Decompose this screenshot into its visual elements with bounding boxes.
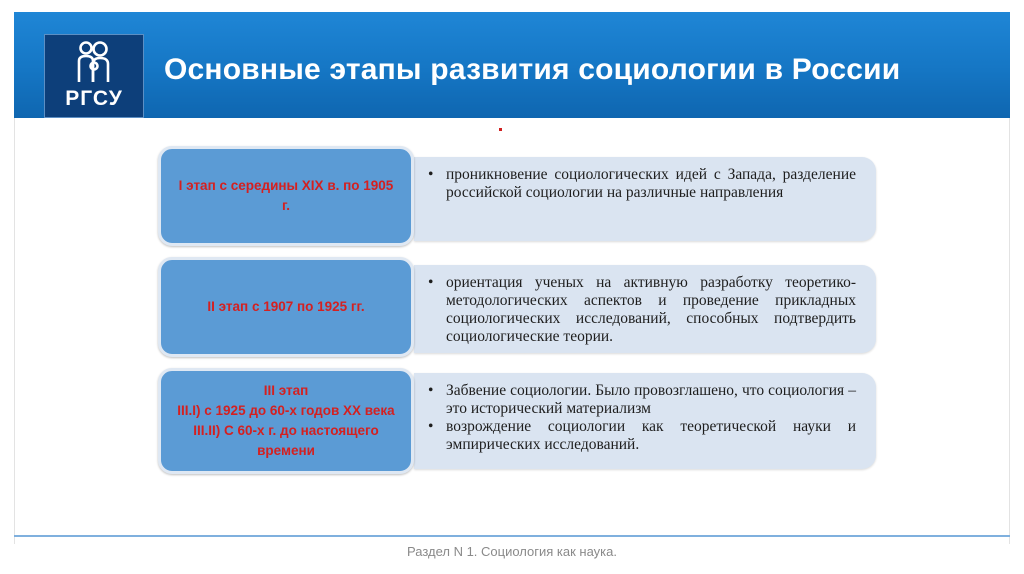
stage-3-label-line-1: III этап	[263, 383, 309, 398]
stage-1-bullet: • проникновение социологических идей с Запада, разделение российской социологии на различные направления	[426, 166, 856, 202]
logo-text: РГСУ	[65, 87, 123, 110]
stages-diagram	[142, 131, 899, 501]
rgsu-logo	[44, 34, 144, 118]
footer-divider	[14, 535, 1010, 537]
stage-3-label-line-3: III.II) С 60-х г. до настоящего времени	[193, 423, 379, 458]
stage-3-bullet-2: • возрождение социологии как теоретической науки и эмпирических исследований.	[426, 418, 856, 454]
stage-3-description	[414, 373, 876, 469]
people-logo-icon	[73, 40, 115, 86]
stage-3-label-line-2: III.I) с 1925 до 60-х годов XX века	[177, 403, 395, 418]
stage-1-label-line-1: I этап с середины XIX в. по 1905	[178, 178, 394, 193]
stage-1-label-line-2: г.	[281, 198, 291, 213]
stage-3-bullet-1: • Забвение социологии. Было провозглашено, что социология – это исторический материализм	[426, 382, 856, 418]
stage-2-bullet: • ориентация ученых на активную разработку теоретико-методологических аспектов и проведение прикладных социологических исследований, способных подтвердить социологические теории.	[426, 274, 856, 346]
stage-2-label-line-1: II этап с 1907 по 1925 гг.	[207, 299, 365, 314]
slide-title: Основные этапы развития социологии в России	[164, 53, 901, 86]
stage-1-description	[414, 157, 876, 241]
red-dot-mark	[499, 128, 502, 131]
stage-3-box	[158, 368, 414, 474]
header-bar	[14, 12, 1010, 118]
footer-text: Раздел N 1. Социология как наука.	[407, 544, 617, 559]
stage-2-description	[414, 265, 876, 353]
stage-2-box	[158, 257, 414, 357]
stage-1-box	[158, 146, 414, 246]
